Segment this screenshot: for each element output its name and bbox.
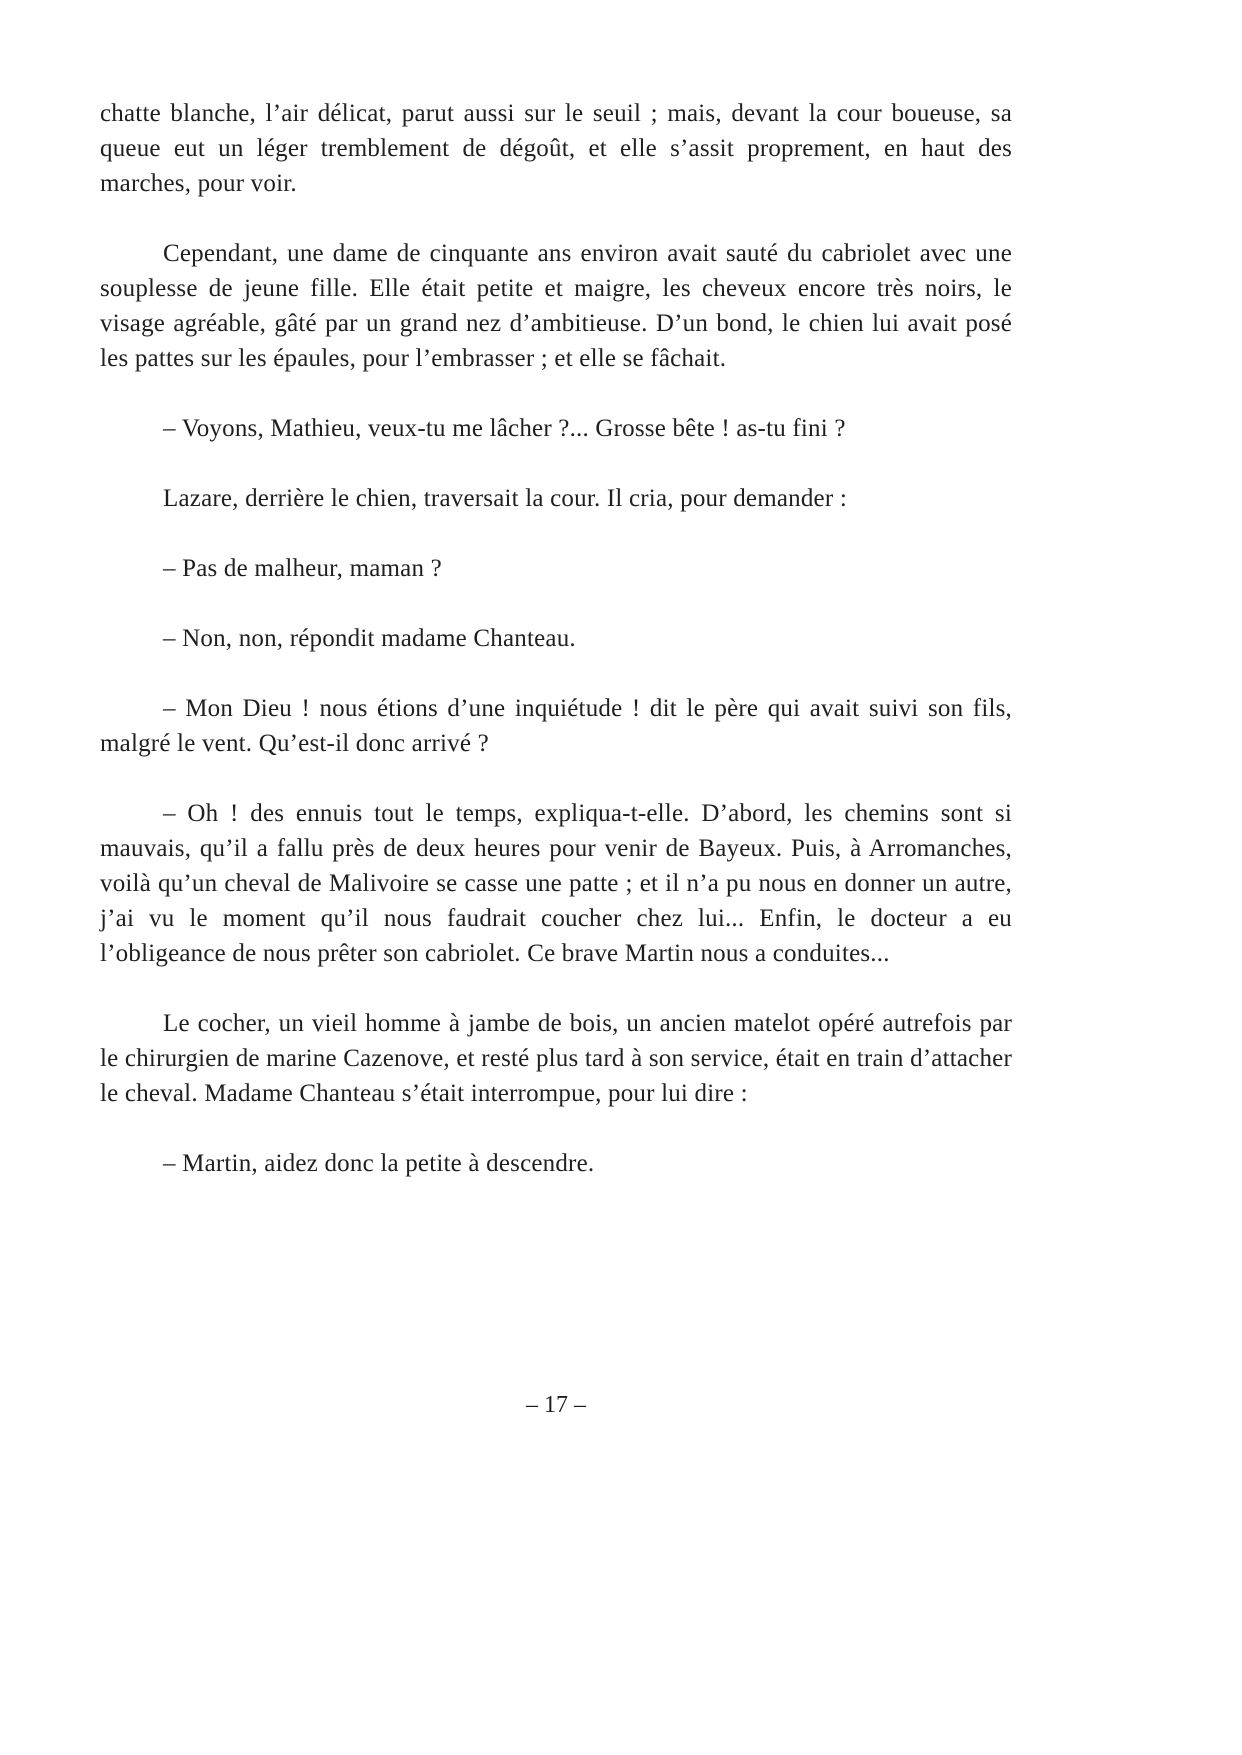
dialogue-paragraph: – Oh ! des ennuis tout le temps, expliqua-t-elle. D’abord, les chemins sont si mauvais, qu’il a fallu près de deux heures pour venir de Bayeux. Puis, à Arromanches, voilà qu’un cheval de Malivoire se casse une patte ; et il n’a pu nous en donner un autre, j’ai vu le moment qu’il nous faudrait coucher chez lui... Enfin, le docteur a eu l’obligeance de nous prêter son cabriolet. Ce brave Martin nous a conduites...	[100, 800, 1012, 967]
paragraph: chatte blanche, l’air délicat, parut aussi sur le seuil ; mais, devant la cour boueuse, sa queue eut un léger tremblement de dégoût, et elle s’assit proprement, en haut des marches, pour voir.	[100, 100, 1012, 197]
page-number: – 17 –	[526, 1392, 586, 1418]
dialogue-paragraph: – Martin, aidez donc la petite à descendre.	[163, 1150, 595, 1177]
dialogue-paragraph: – Voyons, Mathieu, veux-tu me lâcher ?... Grosse bête ! as-tu fini ?	[163, 415, 846, 442]
paragraph: Le cocher, un vieil homme à jambe de bois, un ancien matelot opéré autrefois par le chirurgien de marine Cazenove, et resté plus tard à son service, était en train d’attacher le cheval. Madame Chanteau s’était interrompue, pour lui dire :	[100, 1010, 1012, 1107]
dialogue-paragraph: – Mon Dieu ! nous étions d’une inquiétude ! dit le père qui avait suivi son fils, malgré le vent. Qu’est-il donc arrivé ?	[100, 695, 1012, 757]
dialogue-paragraph: – Pas de malheur, maman ?	[163, 555, 442, 582]
paragraph: Lazare, derrière le chien, traversait la cour. Il cria, pour demander :	[163, 485, 847, 512]
dialogue-paragraph: – Non, non, répondit madame Chanteau.	[163, 625, 576, 652]
page-text-block	[100, 96, 1012, 1216]
paragraph: Cependant, une dame de cinquante ans environ avait sauté du cabriolet avec une souplesse de jeune fille. Elle était petite et maigre, les cheveux encore très noirs, le visage agréable, gâté par un grand nez d’ambitieuse. D’un bond, le chien lui avait posé les pattes sur les épaules, pour l’embrasser ; et elle se fâchait.	[100, 240, 1012, 372]
